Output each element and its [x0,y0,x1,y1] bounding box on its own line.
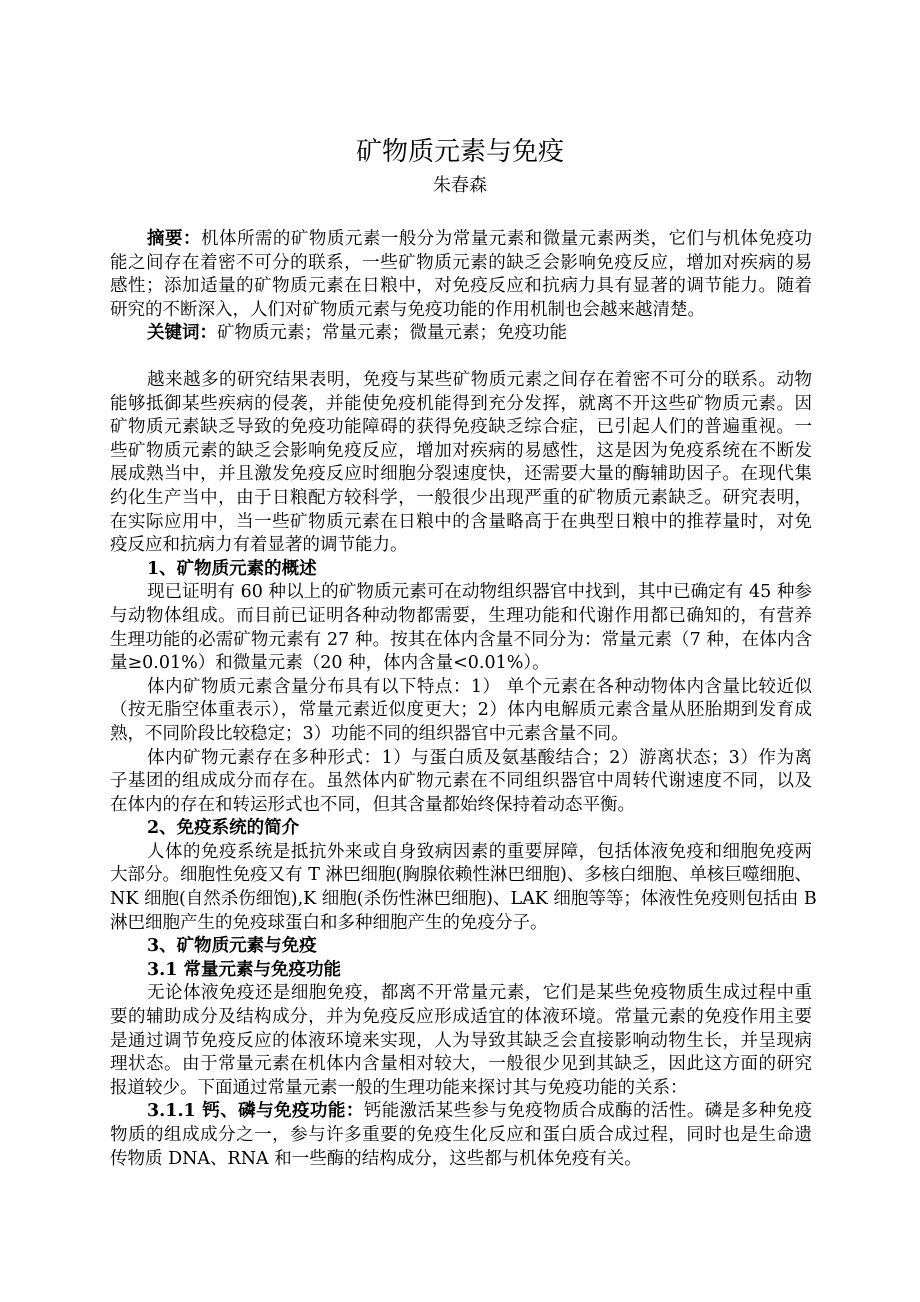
paragraph-line: 展成熟当中，并且激发免疫反应时细胞分裂速度快，还需要大量的酶辅助因子。在现代集 [110,464,812,485]
paragraph-line: 量≥0.01%）和微量元素（20 种，体内含量<0.01%）。 [110,653,550,674]
paragraph-line: 在体内的存在和转运形式也不同，但其含量都始终保持着动态平衡。 [110,794,635,815]
paragraph-line [110,1100,812,1124]
paragraph-line: 淋巴细胞产生的免疫球蛋白和多种细胞产生的免疫分子。 [110,912,548,933]
paragraph-line: 体内矿物元素存在多种形式：1）与蛋白质及氨基酸结合；2）游离状态；3）作为离 [147,747,812,768]
abstract-line [110,228,812,252]
paragraph-text: 钙能激活某些参与免疫物质合成酶的活性。磷是多种免疫 [363,1101,812,1122]
paragraph-line: 要的辅助成分及结构成分，并为免疫反应形成适宜的体液环境。常量元素的免疫作用主要 [110,1007,812,1028]
paragraph-line: 报道较少。下面通过常量元素一般的生理功能来探讨其与免疫功能的关系： [110,1077,688,1098]
paragraph-line: 熟，不同阶段比较稳定；3）功能不同的组织器官中元素含量不同。 [110,723,629,744]
paragraph-line: NK 细胞(自然杀伤细饱),K 细胞(杀伤性淋巴细胞)、LAK 细胞等等；体液性免疫则包括由 B [110,889,817,910]
paragraph-line: （按无脂空体重表示），常量元素近似度更大；2）体内电解质元素含量从胚胎期到发育成 [110,700,812,721]
keywords-label: 关键词： [147,323,217,344]
abstract-line: 感性；添加适量的矿物质元素在日粮中，对免疫反应和抗病力具有显著的调节能力。随着 [110,276,812,297]
section-heading: 1、矿物质元素的概述 [147,558,317,579]
paragraph-line: 约化生产当中，由于日粮配方较科学，一般很少出现严重的矿物质元素缺乏。研究表明， [110,487,812,508]
paragraph-line: 无论体液免疫还是细胞免疫，都离不开常量元素，它们是某些免疫物质生成过程中重 [147,983,812,1004]
paragraph-line: 人体的免疫系统是抵抗外来或自身致病因素的重要屏障，包括体液免疫和细胞免疫两 [147,841,812,862]
body-text [110,369,817,1171]
abstract-label: 摘要： [147,229,201,249]
paragraph-line: 大部分。细胞性免疫又有 T 淋巴细胞(胸腺依赖性淋巴细胞)、多核白细胞、单核巨噬细胞、 [110,865,812,886]
abstract [110,228,812,346]
paragraph-line: 能够抵御某些疾病的侵袭，并能使免疫机能得到充分发挥，就离不开这些矿物质元素。因 [110,393,812,414]
abstract-text: 机体所需的矿物质元素一般分为常量元素和微量元素两类，它们与机体免疫功 [200,229,813,249]
section-heading: 3.1 常量元素与免疫功能 [147,959,342,980]
abstract-line: 能之间存在着密不可分的联系，一些矿物质元素的缺乏会影响免疫反应，增加对疾病的易 [110,252,812,273]
paragraph-line: 生理功能的必需矿物元素有 27 种。按其在体内含量不同分为：常量元素（7 种，在体内含 [110,629,812,650]
document-author: 朱春森 [433,175,487,196]
paragraph-line: 与动物体组成。而目前已证明各种动物都需要，生理功能和代谢作用都已确知的，有营养 [110,605,812,626]
paragraph-line: 疫反应和抗病力有着显著的调节能力。 [110,535,408,556]
paragraph-line: 现已证明有 60 种以上的矿物质元素可在动物组织器官中找到，其中已确定有 45 种参 [147,582,812,603]
paragraph-line: 是通过调节免疫反应的体液环境来实现，人为导致其缺乏会直接影响动物生长，并呈现病 [110,1030,812,1051]
paragraph-line: 些矿物质元素的缺乏会影响免疫反应，增加对疾病的易感性，这是因为免疫系统在不断发 [110,440,812,461]
document-title: 矿物质元素与免疫 [355,137,564,167]
keywords [110,322,812,346]
paragraph-line: 矿物质元素缺乏导致的免疫功能障碍的获得免疫缺乏综合症，已引起人们的普遍重视。一 [110,417,812,438]
paragraph-line: 在实际应用中，当一些矿物质元素在日粮中的含量略高于在典型日粮中的推荐量时，对免 [110,511,812,532]
keywords-text: 矿物质元素；常量元素；微量元素；免疫功能 [217,323,567,344]
paragraph-line: 子基团的组成成分而存在。虽然体内矿物元素在不同组织器官中周转代谢速度不同，以及 [110,771,812,792]
subsection-label: 3.1.1 钙、磷与免疫功能： [147,1101,364,1122]
paragraph-line: 传物质 DNA、RNA 和一些酶的结构成分，这些都与机体免疫有关。 [110,1148,642,1169]
abstract-line: 研究的不断深入，人们对矿物质元素与免疫功能的作用机制也会越来越清楚。 [110,299,705,320]
section-heading: 3、矿物质元素与免疫 [147,936,317,957]
paragraph-line: 理状态。由于常量元素在机体内含量相对较大，一般很少见到其缺乏，因此这方面的研究 [110,1054,812,1075]
paragraph-line: 体内矿物质元素含量分布具有以下特点：1） 单个元素在各种动物体内含量比较近似 [147,676,812,697]
paragraph-line: 物质的组成成分之一，参与许多重要的免疫生化反应和蛋白质合成过程，同时也是生命遗 [110,1125,812,1145]
section-heading: 2、免疫系统的简介 [147,818,300,839]
paragraph-line: 越来越多的研究结果表明，免疫与某些矿物质元素之间存在着密不可分的联系。动物 [147,370,812,390]
